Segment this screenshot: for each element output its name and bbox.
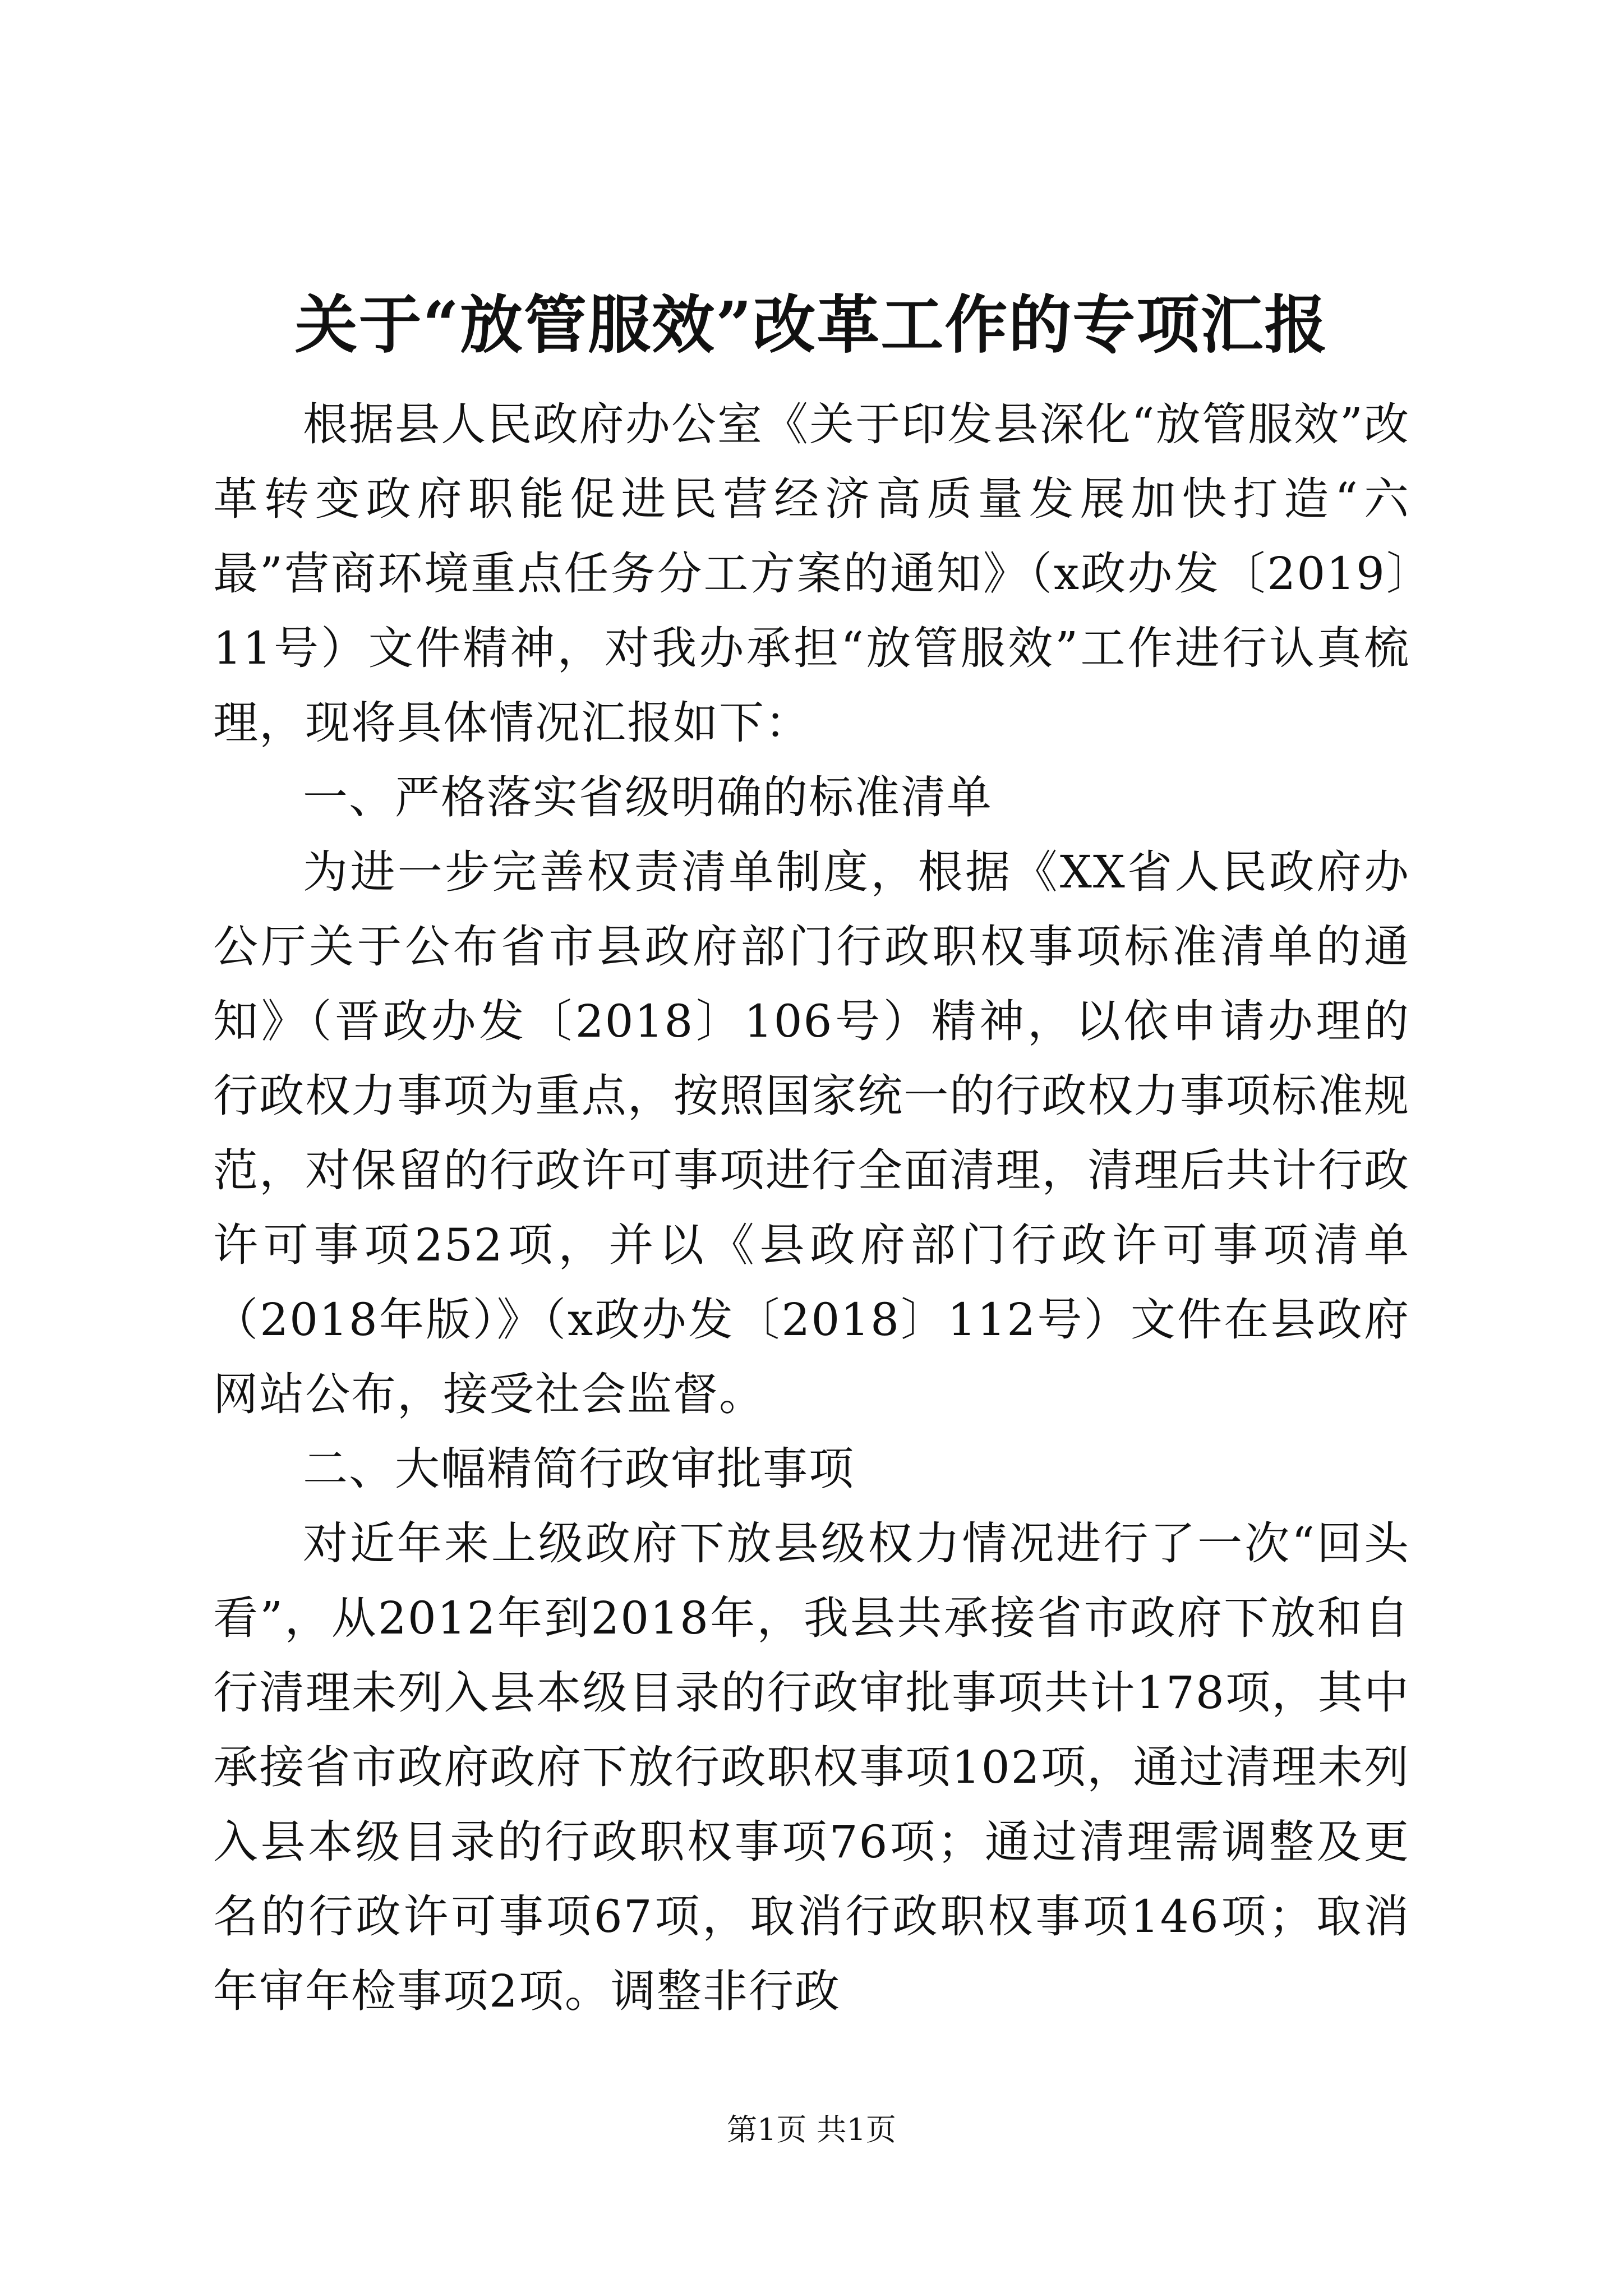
section-1-paragraph: 为进一步完善权责清单制度，根据《XX省人民政府办公厅关于公布省市县政府部门行政职权事项标准清单的通知》（晋政办发〔2018〕106号）精神，以依申请办理的行政权力事项为重点，按照国家统一的行政权力事项标准规范，对保留的行政许可事项进行全面清理，清理后共计行政许可事项252项，并以《县政府部门行政许可事项清单（2018年版）》（x政办发〔2018〕112号）文件在县政府网站公布，接受社会监督。	[213, 846, 1410, 1420]
document-title: 关于“放管服效”改革工作的专项汇报	[294, 288, 1329, 362]
document-body	[213, 387, 1410, 2028]
section-2-paragraph: 对近年来上级政府下放县级权力情况进行了一次“回头看”，从2012年到2018年，我县共承接省市政府下放和自行清理未列入县本级目录的行政审批事项共计178项，其中承接省市政府政府下放行政职权事项102项，通过清理未列入县本级目录的行政职权事项76项；通过清理需调整及更名的行政许可事项67项，取消行政职权事项146项；取消年审年检事项2项。调整非行政	[213, 1517, 1410, 2017]
intro-paragraph: 根据县人民政府办公室《关于印发县深化“放管服效”改革转变政府职能促进民营经济高质量发展加快打造“六最”营商环境重点任务分工方案的通知》（x政办发〔2019〕11号）文件精神，对我办承担“放管服效”工作进行认真梳理，现将具体情况汇报如下：	[213, 398, 1410, 749]
page-footer: 第1页 共1页	[727, 2112, 896, 2147]
section-heading-2: 二、大幅精简行政审批事项	[303, 1443, 855, 1495]
section-heading-1: 一、严格落实省级明确的标准清单	[303, 771, 993, 823]
